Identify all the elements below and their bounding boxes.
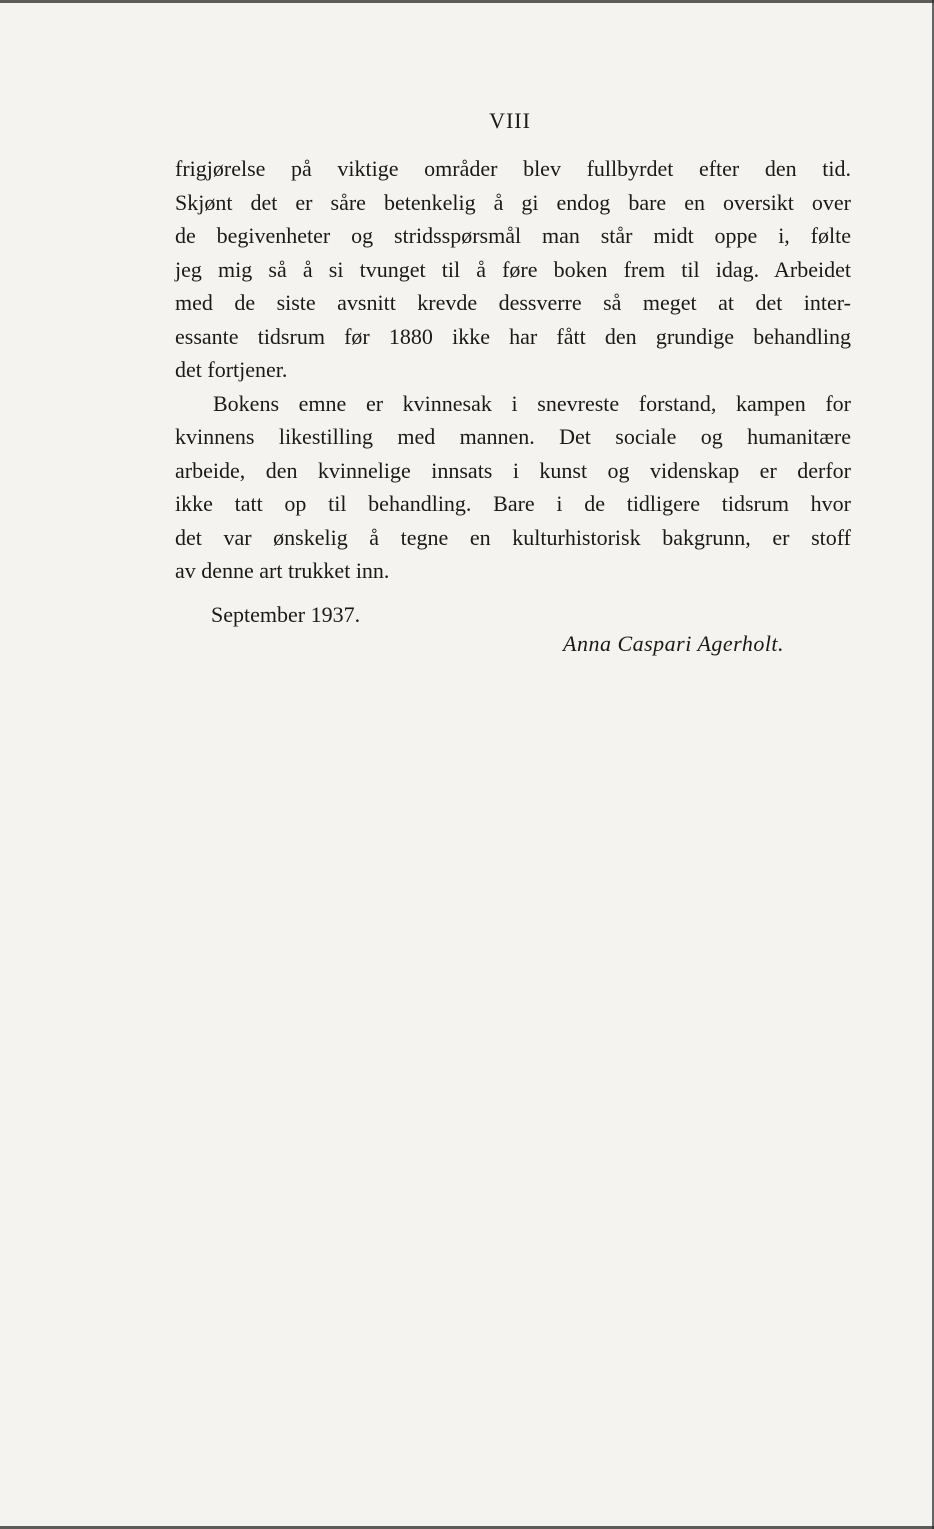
text-line: frigjørelse på viktige områder blev fullbyrdet efter den tid. [175,156,851,181]
author-signature: Anna Caspari Agerholt. [563,631,785,656]
text-line: arbeide, den kvinnelige innsats i kunst og videnskap er derfor [175,457,851,483]
text-line: Bokens emne er kvinnesak i snevreste forstand, kampen for [213,390,851,416]
text-line: jeg mig så å si tvunget til å føre boken frem til idag. Arbeidet [175,256,851,282]
text-line: det fortjener. [175,357,288,382]
text-line: av denne art trukket inn. [175,558,390,583]
text-line: de begivenheter og stridsspørsmål man står midt oppe i, følte [175,223,851,248]
date-line: September 1937. [211,602,361,627]
text-line: essante tidsrum før 1880 ikke har fått den grundige behandling [175,323,851,349]
text-line: Skjønt det er såre betenkelig å gi endog bare en oversikt over [175,189,851,215]
text-line: med de siste avsnitt krevde dessverre så meget at det inter- [175,290,851,315]
text-line: det var ønskelig å tegne en kulturhistorisk bakgrunn, er stoff [175,524,851,550]
body-text [175,152,851,588]
text-line: ikke tatt op til behandling. Bare i de tidligere tidsrum hvor [175,491,851,516]
text-line: kvinnens likestilling med mannen. Det sociale og humanitære [175,424,851,449]
page-number: VIII [489,108,531,133]
scan-edge-top [0,0,934,3]
